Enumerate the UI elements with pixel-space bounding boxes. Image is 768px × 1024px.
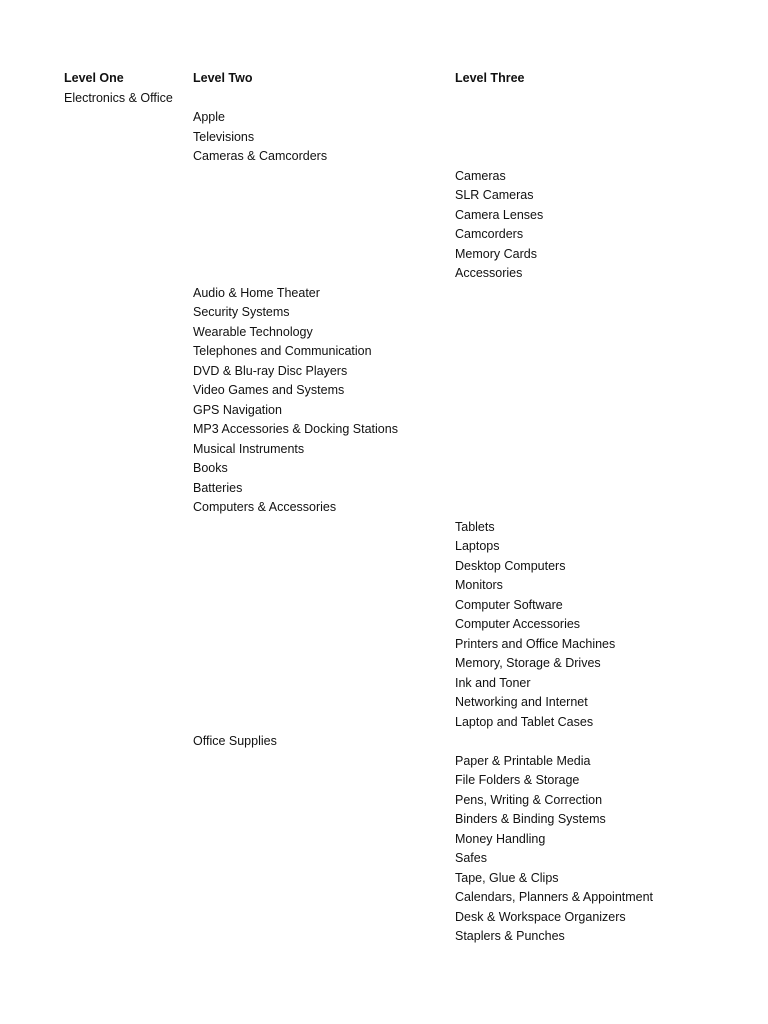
- table-row: [0, 323, 768, 343]
- table-row: [0, 674, 768, 694]
- level-two-cell: Video Games and Systems: [193, 383, 345, 397]
- level-three-cell: Monitors: [455, 578, 503, 592]
- level-three-cell: Desk & Workspace Organizers: [455, 909, 626, 924]
- table-row: [0, 576, 768, 596]
- table-row: [0, 264, 768, 284]
- table-row: [0, 849, 768, 869]
- header-level-one: Level One: [64, 71, 124, 85]
- table-row: [0, 225, 768, 245]
- level-three-cell: Calendars, Planners & Appointment: [455, 890, 654, 904]
- table-row: [0, 167, 768, 187]
- table-row: [0, 108, 768, 128]
- table-row: [0, 596, 768, 616]
- level-three-cell: Money Handling: [455, 831, 546, 846]
- level-three-cell: Binders & Binding Systems: [455, 812, 606, 826]
- level-two-cell: Televisions: [193, 129, 255, 144]
- level-two-cell: GPS Navigation: [193, 402, 282, 417]
- header-level-two: Level Two: [193, 71, 253, 85]
- level-two-cell: Computers & Accessories: [193, 500, 337, 514]
- table-row: [0, 401, 768, 421]
- table-row: [0, 420, 768, 440]
- table-row: [0, 537, 768, 557]
- level-three-cell: Laptop and Tablet Cases: [455, 714, 594, 729]
- table-row: [0, 381, 768, 401]
- table-row: [0, 342, 768, 362]
- level-two-cell: DVD & Blu-ray Disc Players: [193, 363, 348, 378]
- table-row: [0, 888, 768, 908]
- header-row: [0, 69, 768, 89]
- level-two-cell: Security Systems: [193, 305, 290, 319]
- level-three-cell: Camcorders: [455, 227, 524, 241]
- level-three-cell: Computer Software: [455, 597, 563, 612]
- level-three-cell: Tablets: [455, 519, 495, 534]
- level-two-cell: Telephones and Communication: [193, 344, 372, 358]
- level-three-cell: File Folders & Storage: [455, 773, 580, 787]
- table-row: [0, 557, 768, 577]
- level-three-cell: Computer Accessories: [455, 617, 581, 631]
- table-row: [0, 908, 768, 928]
- level-three-cell: Paper & Printable Media: [455, 753, 591, 768]
- level-three-cell: Cameras: [455, 168, 506, 183]
- level-three-cell: Accessories: [455, 266, 523, 280]
- level-three-cell: Ink and Toner: [455, 675, 531, 690]
- table-row: [0, 791, 768, 811]
- level-three-cell: Memory, Storage & Drives: [455, 656, 601, 670]
- table-row: [0, 459, 768, 479]
- table-row: [0, 128, 768, 148]
- level-three-cell: Memory Cards: [455, 246, 537, 261]
- table-row: [0, 771, 768, 791]
- table-row: [0, 362, 768, 382]
- level-two-cell: Musical Instruments: [193, 441, 305, 456]
- level-three-cell: Networking and Internet: [455, 695, 588, 709]
- table-row: [0, 89, 768, 109]
- table-row: [0, 206, 768, 226]
- category-rows: [0, 89, 768, 947]
- table-row: [0, 186, 768, 206]
- level-three-cell: Laptops: [455, 539, 500, 553]
- level-three-cell: Printers and Office Machines: [455, 636, 616, 651]
- table-row: [0, 479, 768, 499]
- header-level-three: Level Three: [455, 71, 525, 85]
- table-row: [0, 284, 768, 304]
- level-three-cell: Safes: [455, 851, 487, 865]
- level-two-cell: MP3 Accessories & Docking Stations: [193, 422, 398, 436]
- table-row: [0, 927, 768, 947]
- table-row: [0, 147, 768, 167]
- table-row: [0, 752, 768, 772]
- table-row: [0, 518, 768, 538]
- table-row: [0, 654, 768, 674]
- level-three-cell: SLR Cameras: [455, 188, 534, 202]
- table-row: [0, 830, 768, 850]
- category-sheet: [0, 69, 768, 947]
- level-one-cell: Electronics & Office: [64, 90, 173, 105]
- table-row: [0, 440, 768, 460]
- table-row: [0, 303, 768, 323]
- level-two-cell: Cameras & Camcorders: [193, 149, 328, 163]
- level-three-cell: Staplers & Punches: [455, 929, 565, 943]
- table-row: [0, 615, 768, 635]
- table-row: [0, 498, 768, 518]
- table-row: [0, 810, 768, 830]
- level-two-cell: Batteries: [193, 480, 243, 495]
- level-two-cell: Apple: [193, 110, 225, 124]
- level-three-cell: Tape, Glue & Clips: [455, 870, 559, 885]
- table-row: [0, 869, 768, 889]
- table-row: [0, 732, 768, 752]
- table-row: [0, 713, 768, 733]
- level-three-cell: Desktop Computers: [455, 558, 566, 573]
- level-two-cell: Audio & Home Theater: [193, 285, 320, 300]
- level-three-cell: Camera Lenses: [455, 207, 544, 222]
- level-two-cell: Office Supplies: [193, 734, 277, 748]
- table-row: [0, 693, 768, 713]
- level-two-cell: Books: [193, 461, 228, 475]
- level-two-cell: Wearable Technology: [193, 324, 313, 339]
- level-three-cell: Pens, Writing & Correction: [455, 792, 603, 807]
- table-row: [0, 245, 768, 265]
- table-row: [0, 635, 768, 655]
